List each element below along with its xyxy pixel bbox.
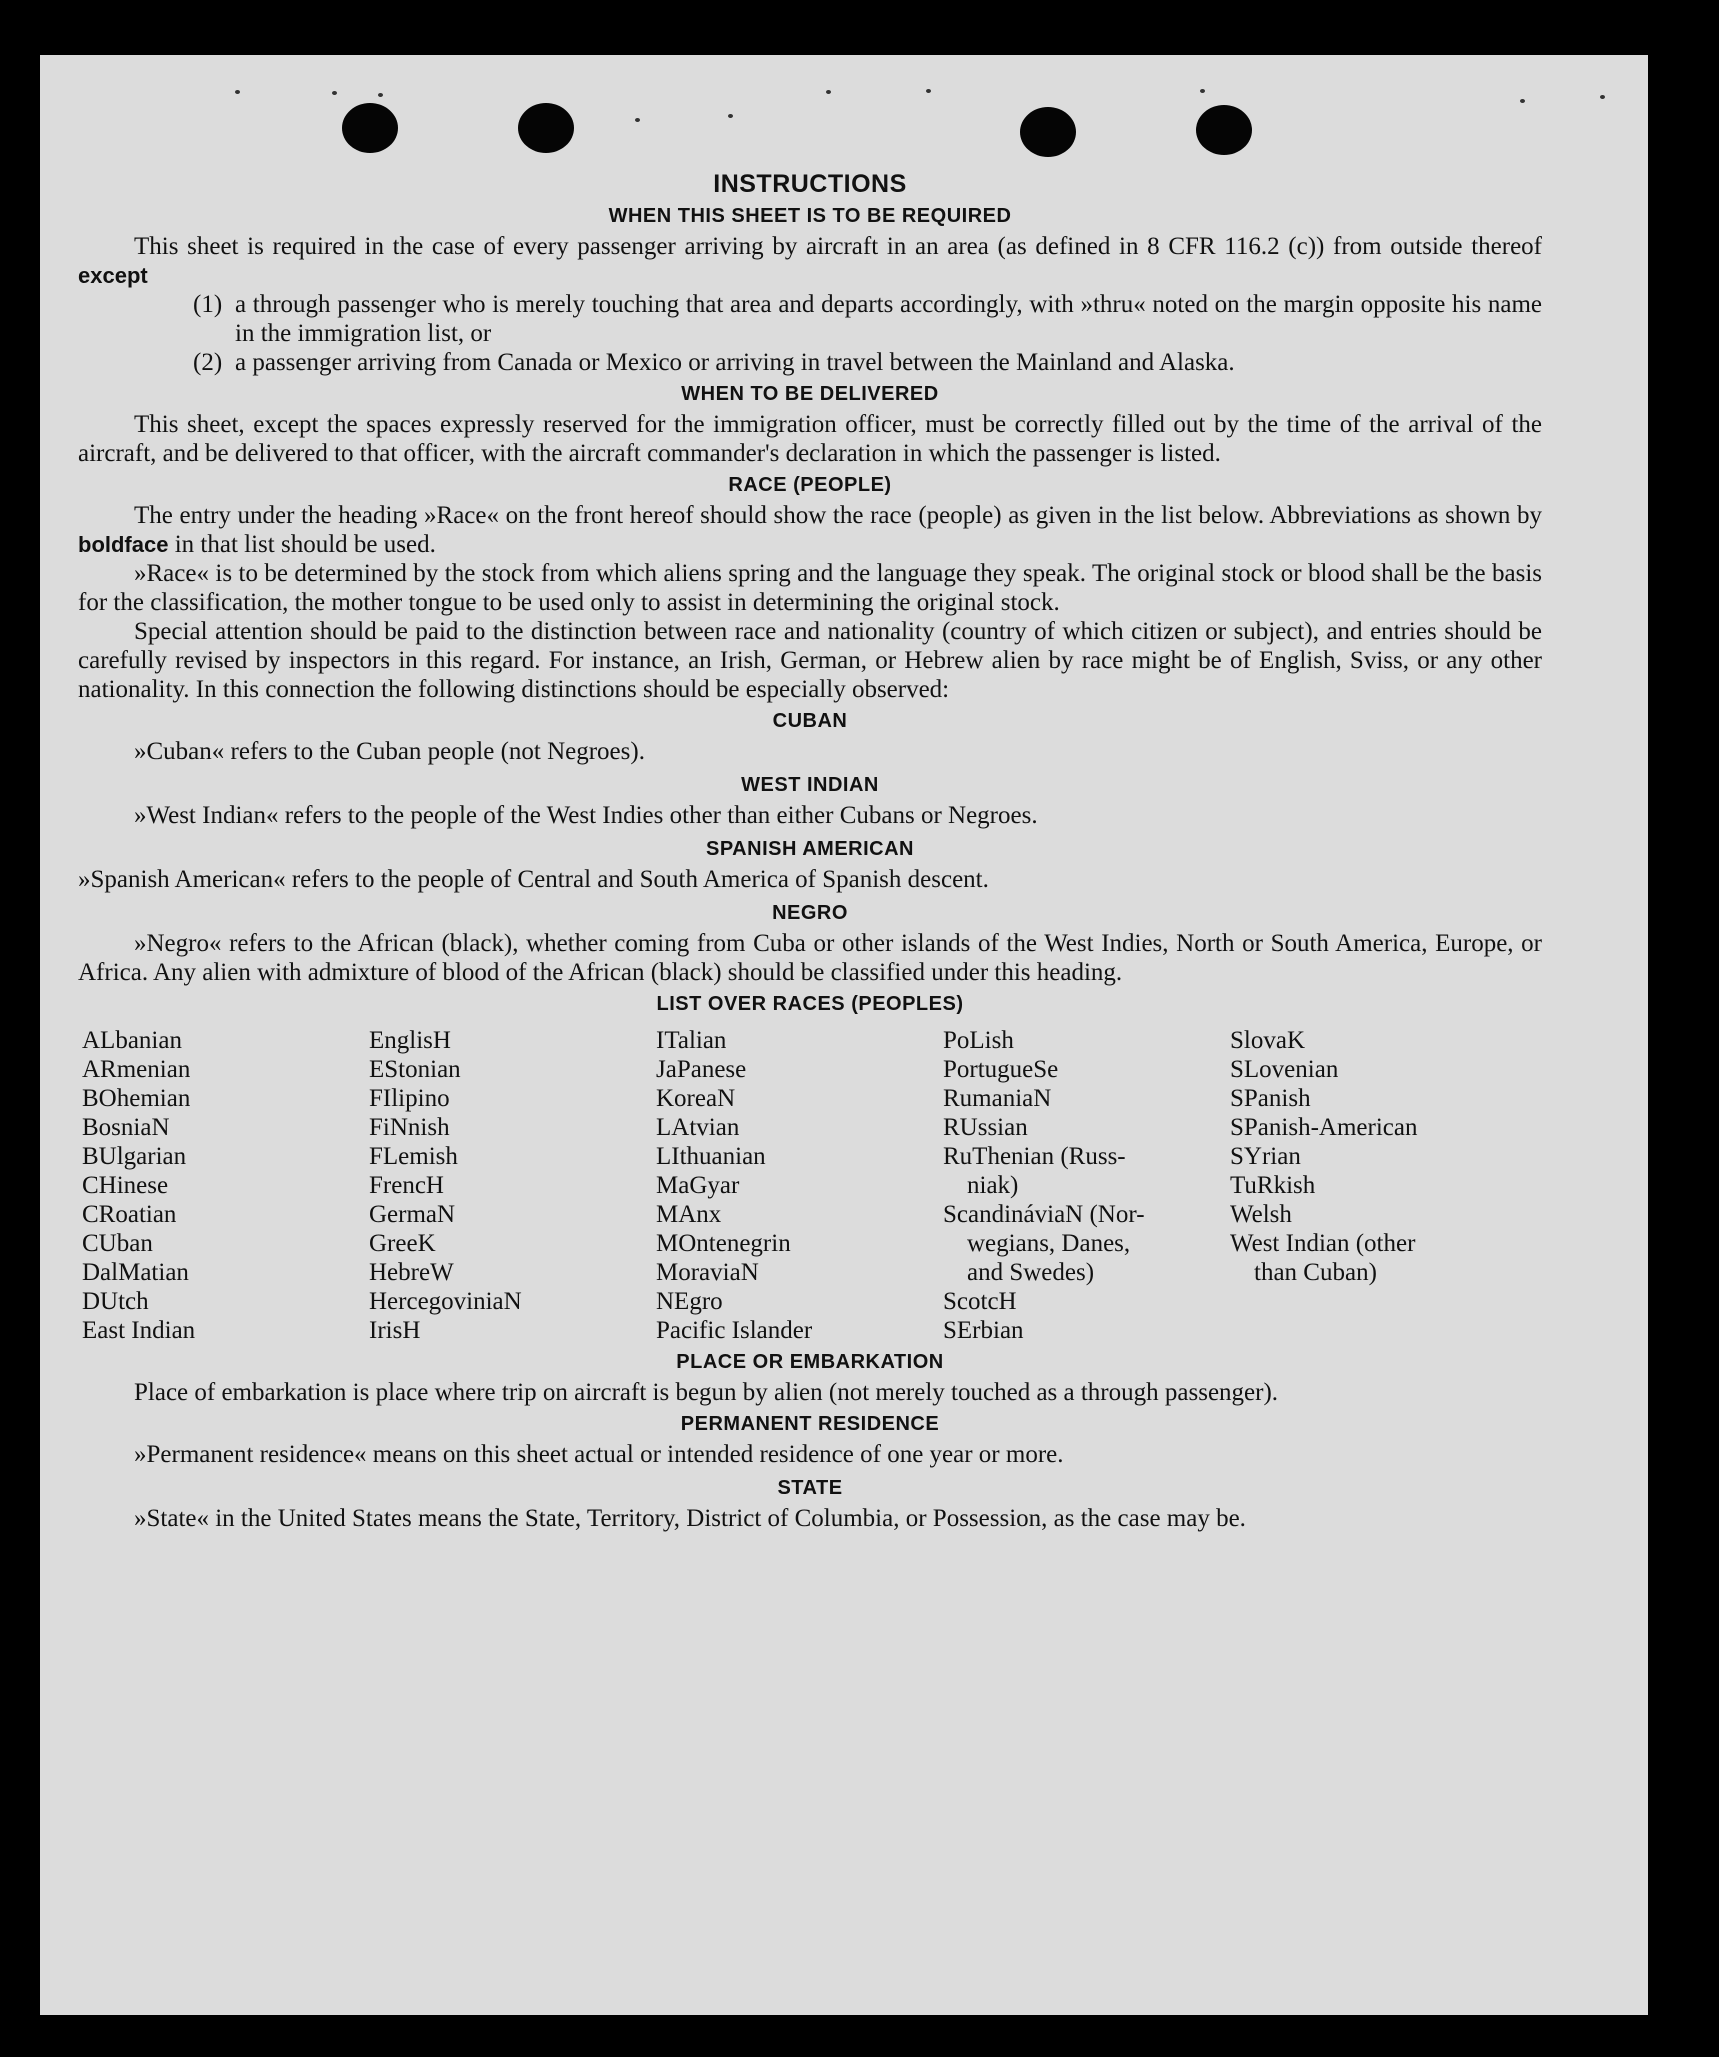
except-word: except	[78, 263, 148, 288]
section-heading-west-indian: WEST INDIAN	[741, 774, 879, 796]
race-entry: CHinese	[82, 1172, 169, 1199]
race-entry: EStonian	[369, 1056, 461, 1083]
race-entry: DalMatian	[82, 1259, 189, 1286]
speck	[235, 90, 240, 94]
section-heading-embarkation: PLACE OR EMBARKATION	[676, 1351, 944, 1373]
when-delivered-text: This sheet, except the spaces expressly reserved for the immigration officer, must be correctly filled out by the time of the arrival of the aircraft, and be delivered to that officer, with the aircraft commander's declaration in which the passenger is listed.	[78, 411, 1542, 467]
speck	[635, 118, 640, 122]
race-entry: MAnx	[656, 1201, 722, 1228]
exception-list	[193, 290, 1542, 377]
race-entry: FrencH	[369, 1172, 444, 1199]
race-entry: RuThenian (Russ-	[943, 1143, 1126, 1170]
section-heading-when-delivered: WHEN TO BE DELIVERED	[681, 383, 939, 405]
race-entry: GermaN	[369, 1201, 456, 1228]
races-column	[369, 1026, 656, 1345]
race-entry: HercegoviniaN	[369, 1288, 522, 1315]
punch-hole	[1020, 107, 1076, 157]
race-entry: Welsh	[1230, 1201, 1292, 1228]
race-entry: SErbian	[943, 1317, 1024, 1344]
permanent-residence-text: »Permanent residence« means on this sheet actual or intended residence of one year or more.	[134, 1441, 1064, 1468]
race-entry: ARmenian	[82, 1056, 191, 1083]
section-heading-race: RACE (PEOPLE)	[728, 474, 892, 496]
race-entry: ScandináviaN (Nor-	[943, 1201, 1145, 1228]
race-entry: SYrian	[1230, 1143, 1301, 1170]
race-entry: DUtch	[82, 1288, 149, 1315]
race-entry: NEgro	[656, 1288, 723, 1315]
when-required-intro: This sheet is required in the case of every passenger arriving by aircraft in an area (as defined in 8 CFR 116.2 (c)) from outside thereof except	[78, 233, 1542, 288]
race-entry: SLovenian	[1230, 1056, 1339, 1083]
speck	[332, 91, 337, 95]
race-entry: FiNnish	[369, 1114, 450, 1141]
races-list	[82, 1026, 1542, 1345]
race-entry: BUlgarian	[82, 1143, 187, 1170]
race-paragraph-2: »Race« is to be determined by the stock from which aliens spring and the language they speak. The original stock or blood shall be the basis for the classification, the mother tongue to be used only to assist in determining the original stock.	[78, 560, 1542, 616]
negro-text: »Negro« refers to the African (black), whether coming from Cuba or other islands of the West Indies, North or South America, Europe, or Africa. Any alien with admixture of blood of the African (black) should be classified under this heading.	[78, 930, 1542, 986]
race-entry: GreeK	[369, 1230, 436, 1257]
exception-item: (1) a through passenger who is merely touching that area and departs accordingly, with »thru« noted on the margin opposite his name in the immigration list, or	[193, 291, 1542, 347]
race-entry: TuRkish	[1230, 1172, 1316, 1199]
instructions-content	[78, 170, 1542, 1533]
race-paragraph-3: Special attention should be paid to the distinction between race and nationality (country of which citizen or subject), and entries should be carefully revised by inspectors in this regard. For instance, an Irish, German, or Hebrew alien by race might be of English, Sviss, or any other nationality. In this connection the following distinctions should be especially observed:	[78, 618, 1542, 703]
race-entry: ALbanian	[82, 1027, 182, 1054]
speck	[826, 90, 831, 94]
race-entry: West Indian (other	[1230, 1230, 1416, 1257]
speck	[1600, 95, 1605, 99]
race-entry: RUssian	[943, 1114, 1028, 1141]
race-entry: RumaniaN	[943, 1085, 1052, 1112]
race-entry: SPanish-American	[1230, 1114, 1418, 1141]
section-heading-permanent-residence: PERMANENT RESIDENCE	[680, 1413, 940, 1435]
cuban-text: »Cuban« refers to the Cuban people (not Negroes).	[134, 738, 645, 765]
punch-hole	[518, 103, 574, 153]
document-sheet	[40, 55, 1648, 2015]
section-heading-when-required: WHEN THIS SHEET IS TO BE REQUIRED	[608, 205, 1012, 227]
races-column	[82, 1026, 369, 1345]
race-entry: East Indian	[82, 1317, 196, 1344]
race-entry: LIthuanian	[656, 1143, 766, 1170]
race-entry: ScotcH	[943, 1288, 1017, 1315]
race-entry: EnglisH	[369, 1027, 451, 1054]
races-column	[656, 1026, 943, 1345]
race-entry: MoraviaN	[656, 1259, 759, 1286]
race-entry: MaGyar	[656, 1172, 740, 1199]
races-column	[943, 1026, 1230, 1345]
punch-hole	[342, 103, 398, 153]
race-entry: KoreaN	[656, 1085, 736, 1112]
state-text: »State« in the United States means the State, Territory, District of Columbia, or Possession, as the case may be.	[134, 1505, 1246, 1532]
embarkation-text: Place of embarkation is place where trip on aircraft is begun by alien (not merely touched as a through passenger).	[134, 1379, 1279, 1406]
race-entry: HebreW	[369, 1259, 454, 1286]
section-heading-state: STATE	[777, 1477, 843, 1499]
race-entry: LAtvian	[656, 1114, 740, 1141]
boldface-word: boldface	[78, 532, 169, 557]
race-entry-continuation: niak)	[967, 1172, 1019, 1199]
race-entry: FIlipino	[369, 1085, 450, 1112]
race-entry-continuation: than Cuban)	[1254, 1259, 1377, 1286]
exception-item: (2) a passenger arriving from Canada or Mexico or arriving in travel between the Mainland and Alaska.	[193, 349, 1235, 376]
speck	[378, 93, 383, 97]
race-entry-continuation: wegians, Danes,	[967, 1230, 1131, 1257]
speck	[1520, 99, 1525, 103]
section-heading-spanish-american: SPANISH AMERICAN	[705, 838, 914, 860]
spanish-american-text: »Spanish American« refers to the people of Central and South America of Spanish descent.	[78, 866, 989, 893]
speck	[926, 89, 931, 93]
section-heading-negro: NEGRO	[772, 902, 848, 924]
section-heading-races-list: LIST OVER RACES (PEOPLES)	[656, 993, 964, 1015]
race-entry: MOntenegrin	[656, 1230, 791, 1257]
race-entry: CUban	[82, 1230, 153, 1257]
race-entry: IrisH	[369, 1317, 421, 1344]
section-heading-cuban: CUBAN	[772, 710, 848, 732]
race-paragraph-1: The entry under the heading »Race« on the front hereof should show the race (people) as given in the list below. Abbreviations as shown by boldface in that list should be used.	[78, 502, 1542, 558]
race-entry: SPanish	[1230, 1085, 1311, 1112]
race-entry: CRoatian	[82, 1201, 177, 1228]
race-entry: Pacific Islander	[656, 1317, 813, 1344]
speck	[728, 114, 733, 118]
punch-hole	[1196, 105, 1252, 155]
page-title: INSTRUCTIONS	[713, 170, 907, 198]
west-indian-text: »West Indian« refers to the people of the West Indies other than either Cubans or Negroes.	[134, 802, 1038, 829]
race-entry: BOhemian	[82, 1085, 191, 1112]
speck	[1200, 89, 1205, 93]
race-entry-continuation: and Swedes)	[967, 1259, 1095, 1286]
race-entry: BosniaN	[82, 1114, 170, 1141]
race-entry: SlovaK	[1230, 1027, 1305, 1054]
races-column	[1230, 1026, 1517, 1345]
race-entry: ITalian	[656, 1027, 727, 1054]
race-entry: PoLish	[943, 1027, 1014, 1054]
race-entry: JaPanese	[656, 1056, 747, 1083]
race-entry: PortugueSe	[943, 1056, 1059, 1083]
race-entry: FLemish	[369, 1143, 458, 1170]
